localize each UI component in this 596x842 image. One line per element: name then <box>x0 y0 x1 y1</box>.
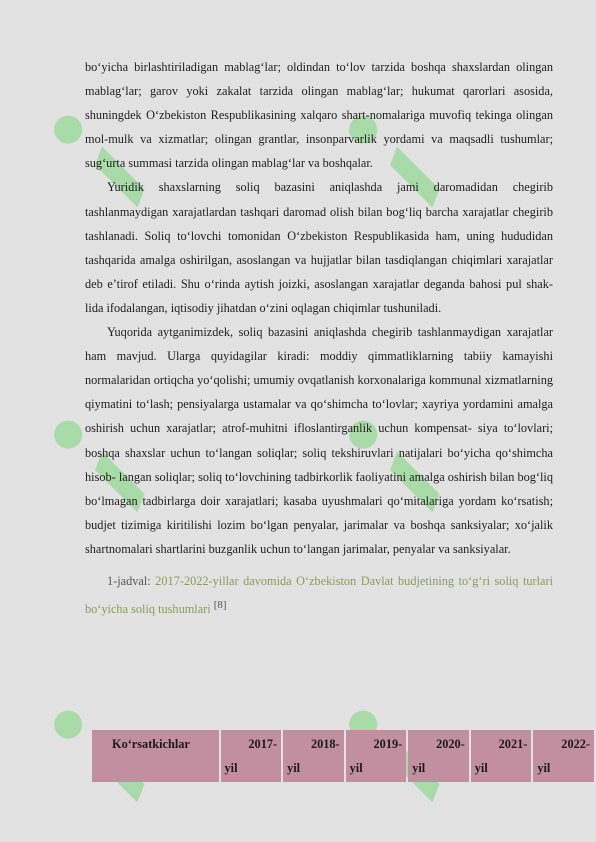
paragraph: Yuqorida aytganimizdek, soliq bazasini aniqlashda chegirib tashlanmaydigan xarajatlar ham mavjud. Ularga quyidagilar kiradi: moddiy qimmatliklarning tabiiy kamayishi normalaridan ortiqcha yo‘qolishi; umumiy ovqatlanish korxonalariga kommunal xizmatlarning qiymatini to‘lash; pensiyalarga ustamalar va qo‘shimcha to‘lovlar; xayriya yordamini amalga oshirish uchun xarajatlar; atrof-muhitni ifloslantirganlik uchun kompensat- siya to‘lovlari; boshqa shaxslar uchun to‘langan soliqlar; soliq tekshiruvlari natijalari bo‘yicha qo‘shimcha hisob- langan soliqlar; soliq to‘lovchining tadbirkorlik faoliyatini amalga oshirish bilan bog‘liq bo‘lmagan tadbirlarga doir xarajatlari; kasaba uyushmalari qo‘mitalariga yordam ko‘rsatish; budjet tizimiga kiritilishi lozim bo‘lgan penyalar, jarimalar va boshqa sanksiyalar; xo‘jalik shartnomalari shartlarini buzganlik uchun to‘langan jarimalar, penyalar va sanksiyalar. <box>85 325 553 556</box>
paragraph: Yuridik shaxslarning soliq bazasini aniqlashda jami daromadidan chegirib tashlanmaydigan xarajatlardan tashqari daromad olish bilan bog‘liq barcha xarajatlar chegirib tashlanadi. Soliq to‘lovchi tomonidan O‘zbekiston Respublikasida ham, uning hududidan tashqarida amalga oshirilgan, asoslangan va hujjatlar bilan tasdiqlangan chiqimlari xarajatlar deb e’tirof etiladi. Shu o‘rinda aytish joizki, asoslangan xarajatlar deganda bahosi pul shak- lida ifodalangan, iqtisodiy jihatdan o‘zini oqlagan chiqimlar tushuniladi. <box>85 180 553 315</box>
caption-label: 1-jadval: <box>107 573 151 588</box>
caption-reference: [8] <box>213 599 227 612</box>
header-year: 2022- yil <box>533 730 594 782</box>
caption-title: 2017-2022-yillar davomida O‘zbekiston Davlat budjetining to‘g‘ri soliq turlari bo‘yicha soliq tushumlari <box>85 573 553 617</box>
header-year: 2018- yil <box>283 730 344 782</box>
header-indicators: Ko‘rsatkichlar <box>92 730 219 782</box>
data-table <box>90 728 596 784</box>
document-body <box>85 55 553 621</box>
table-caption <box>85 569 553 621</box>
header-year: 2019- yil <box>346 730 407 782</box>
header-year: 2021- yil <box>471 730 532 782</box>
header-year: 2017- yil <box>221 730 282 782</box>
header-year: 2020- yil <box>408 730 469 782</box>
table-header-row <box>92 730 594 782</box>
paragraph: bo‘yicha birlashtiriladigan mablag‘lar; oldindan to‘lov tarzida boshqa shaxslardan olingan mablag‘lar; garov yoki zakalat tarzida olingan mablag‘lar; hukumat qarorlari asosida, shuningdek O‘zbekiston Respublikasining xalqaro shart-nomalariga muvofiq tekinga olingan mol-mulk va xizmatlar; olingan grantlar, insonparvarlik yordami va maqsadli tushumlar; sug‘urta summasi tarzida olingan mablag‘lar va boshqalar. <box>85 60 553 171</box>
